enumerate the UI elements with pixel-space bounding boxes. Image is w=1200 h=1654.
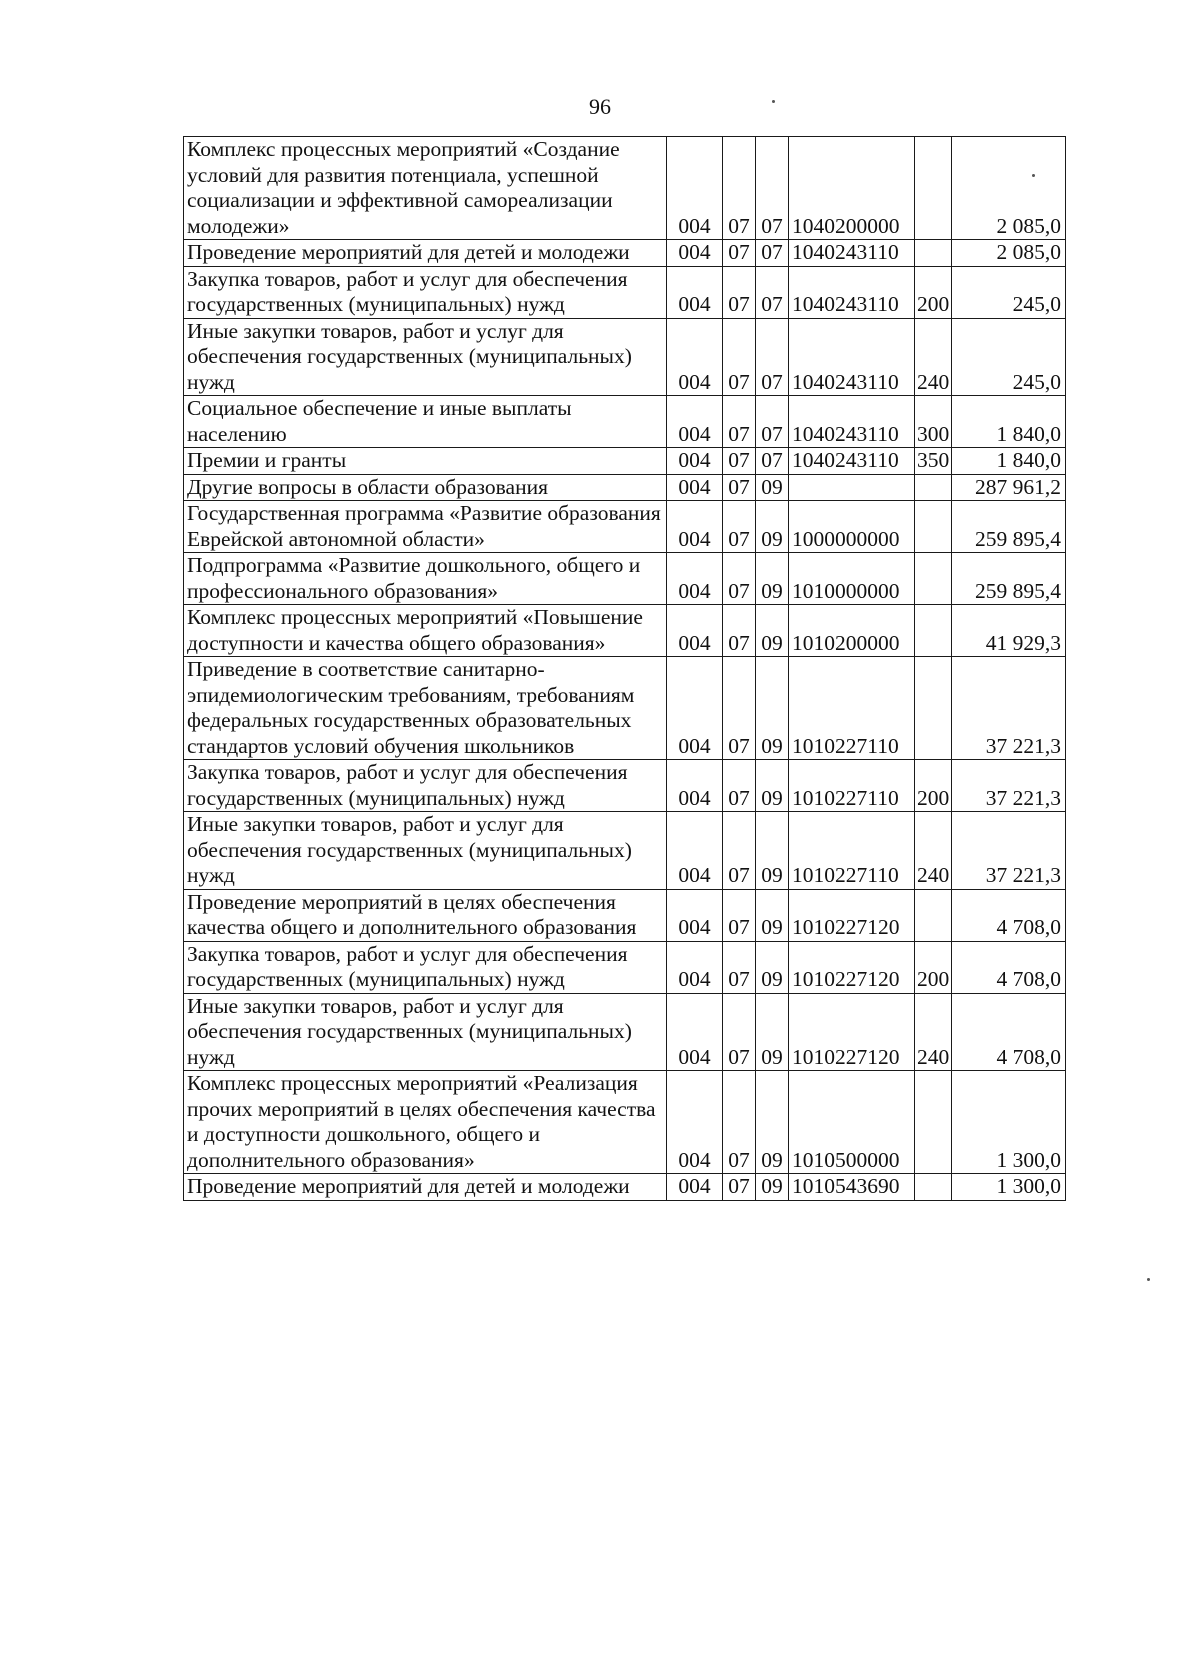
row-name: Проведение мероприятий в целях обеспечения качества общего и дополнительного образования (184, 889, 667, 941)
row-target-code: 1010227120 (789, 993, 915, 1071)
scan-speck (1147, 1278, 1150, 1281)
row-amount: 4 708,0 (952, 993, 1066, 1071)
scan-speck (772, 100, 775, 103)
row-target-code: 1000000000 (789, 501, 915, 553)
table-row (184, 137, 1066, 240)
row-name: Другие вопросы в области образования (184, 474, 667, 501)
row-name: Комплекс процессных мероприятий «Создание условий для развития потенциала, успешной социализации и эффективной самореализации молодежи» (184, 137, 667, 240)
row-target-code: 1010227110 (789, 760, 915, 812)
row-target-code: 1010000000 (789, 553, 915, 605)
table-row (184, 657, 1066, 760)
row-expense-type-code: 240 (915, 318, 952, 396)
row-subsection-code: 09 (756, 889, 789, 941)
table-row (184, 760, 1066, 812)
row-ministry-code: 004 (667, 240, 723, 267)
row-amount: 2 085,0 (952, 240, 1066, 267)
row-ministry-code: 004 (667, 266, 723, 318)
row-ministry-code: 004 (667, 889, 723, 941)
row-section-code: 07 (723, 474, 756, 501)
row-subsection-code: 07 (756, 318, 789, 396)
row-name: Государственная программа «Развитие образования Еврейской автономной области» (184, 501, 667, 553)
row-expense-type-code (915, 889, 952, 941)
row-ministry-code: 004 (667, 941, 723, 993)
row-amount: 4 708,0 (952, 941, 1066, 993)
row-amount: 1 300,0 (952, 1071, 1066, 1174)
row-section-code: 07 (723, 760, 756, 812)
row-subsection-code: 09 (756, 993, 789, 1071)
row-subsection-code: 09 (756, 1071, 789, 1174)
row-name: Иные закупки товаров, работ и услуг для обеспечения государственных (муниципальных) нужд (184, 812, 667, 890)
row-amount: 2 085,0 (952, 137, 1066, 240)
row-expense-type-code: 300 (915, 396, 952, 448)
row-ministry-code: 004 (667, 993, 723, 1071)
row-amount: 259 895,4 (952, 553, 1066, 605)
row-ministry-code: 004 (667, 760, 723, 812)
row-ministry-code: 004 (667, 1174, 723, 1201)
row-amount: 1 840,0 (952, 448, 1066, 475)
row-section-code: 07 (723, 993, 756, 1071)
table-row (184, 396, 1066, 448)
row-subsection-code: 07 (756, 448, 789, 475)
page-number: 96 (589, 94, 611, 119)
row-section-code: 07 (723, 266, 756, 318)
row-expense-type-code: 350 (915, 448, 952, 475)
row-section-code: 07 (723, 137, 756, 240)
row-amount: 4 708,0 (952, 889, 1066, 941)
row-expense-type-code: 240 (915, 812, 952, 890)
row-subsection-code: 09 (756, 1174, 789, 1201)
row-name: Приведение в соответствие санитарно-эпидемиологическим требованиям, требованиям федеральных государственных образовательных стандартов условий обучения школьников (184, 657, 667, 760)
row-subsection-code: 09 (756, 812, 789, 890)
row-section-code: 07 (723, 657, 756, 760)
row-subsection-code: 09 (756, 501, 789, 553)
table-row (184, 553, 1066, 605)
row-ministry-code: 004 (667, 1071, 723, 1174)
row-name: Иные закупки товаров, работ и услуг для обеспечения государственных (муниципальных) нужд (184, 993, 667, 1071)
row-section-code: 07 (723, 501, 756, 553)
budget-table (183, 136, 1066, 1201)
row-target-code: 1010227110 (789, 657, 915, 760)
row-ministry-code: 004 (667, 137, 723, 240)
row-ministry-code: 004 (667, 318, 723, 396)
table-row (184, 889, 1066, 941)
table-row (184, 1174, 1066, 1201)
table-row (184, 318, 1066, 396)
table-row (184, 240, 1066, 267)
table-row (184, 1071, 1066, 1174)
table-row (184, 812, 1066, 890)
row-name: Закупка товаров, работ и услуг для обеспечения государственных (муниципальных) нужд (184, 760, 667, 812)
row-section-code: 07 (723, 812, 756, 890)
row-subsection-code: 07 (756, 396, 789, 448)
row-expense-type-code (915, 137, 952, 240)
row-amount: 41 929,3 (952, 605, 1066, 657)
row-target-code: 1040200000 (789, 137, 915, 240)
row-section-code: 07 (723, 605, 756, 657)
row-target-code: 1040243110 (789, 240, 915, 267)
row-amount: 37 221,3 (952, 760, 1066, 812)
row-expense-type-code: 200 (915, 941, 952, 993)
row-amount: 287 961,2 (952, 474, 1066, 501)
row-ministry-code: 004 (667, 812, 723, 890)
row-name: Социальное обеспечение и иные выплаты населению (184, 396, 667, 448)
row-section-code: 07 (723, 553, 756, 605)
row-amount: 37 221,3 (952, 657, 1066, 760)
row-subsection-code: 07 (756, 137, 789, 240)
row-target-code: 1010543690 (789, 1174, 915, 1201)
row-name: Премии и гранты (184, 448, 667, 475)
row-name: Подпрограмма «Развитие дошкольного, общего и профессионального образования» (184, 553, 667, 605)
budget-table-body (184, 137, 1066, 1201)
row-ministry-code: 004 (667, 396, 723, 448)
row-section-code: 07 (723, 1174, 756, 1201)
row-ministry-code: 004 (667, 501, 723, 553)
row-target-code: 1010500000 (789, 1071, 915, 1174)
row-amount: 1 300,0 (952, 1174, 1066, 1201)
row-section-code: 07 (723, 448, 756, 475)
row-expense-type-code (915, 1174, 952, 1201)
row-section-code: 07 (723, 240, 756, 267)
row-subsection-code: 09 (756, 657, 789, 760)
row-target-code: 1040243110 (789, 448, 915, 475)
table-row (184, 266, 1066, 318)
row-target-code: 1040243110 (789, 318, 915, 396)
row-expense-type-code: 200 (915, 760, 952, 812)
row-name: Комплекс процессных мероприятий «Реализация прочих мероприятий в целях обеспечения качества и доступности дошкольного, общего и дополнительного образования» (184, 1071, 667, 1174)
row-section-code: 07 (723, 396, 756, 448)
row-expense-type-code (915, 553, 952, 605)
row-target-code: 1010227110 (789, 812, 915, 890)
row-expense-type-code (915, 605, 952, 657)
row-subsection-code: 09 (756, 553, 789, 605)
table-row (184, 501, 1066, 553)
row-subsection-code: 09 (756, 941, 789, 993)
row-subsection-code: 07 (756, 266, 789, 318)
row-expense-type-code: 240 (915, 993, 952, 1071)
table-row (184, 448, 1066, 475)
row-expense-type-code (915, 240, 952, 267)
row-section-code: 07 (723, 889, 756, 941)
row-ministry-code: 004 (667, 553, 723, 605)
scan-speck (1032, 174, 1035, 177)
row-target-code: 1010200000 (789, 605, 915, 657)
row-section-code: 07 (723, 1071, 756, 1174)
row-ministry-code: 004 (667, 605, 723, 657)
row-target-code: 1010227120 (789, 941, 915, 993)
row-subsection-code: 07 (756, 240, 789, 267)
row-section-code: 07 (723, 318, 756, 396)
row-amount: 245,0 (952, 266, 1066, 318)
table-row (184, 993, 1066, 1071)
row-subsection-code: 09 (756, 474, 789, 501)
row-section-code: 07 (723, 941, 756, 993)
row-expense-type-code (915, 501, 952, 553)
row-amount: 245,0 (952, 318, 1066, 396)
row-name: Закупка товаров, работ и услуг для обеспечения государственных (муниципальных) нужд (184, 941, 667, 993)
table-row (184, 941, 1066, 993)
row-ministry-code: 004 (667, 448, 723, 475)
row-expense-type-code: 200 (915, 266, 952, 318)
row-name: Проведение мероприятий для детей и молодежи (184, 1174, 667, 1201)
row-expense-type-code (915, 657, 952, 760)
row-target-code (789, 474, 915, 501)
row-expense-type-code (915, 1071, 952, 1174)
row-amount: 1 840,0 (952, 396, 1066, 448)
row-expense-type-code (915, 474, 952, 501)
row-name: Проведение мероприятий для детей и молодежи (184, 240, 667, 267)
row-target-code: 1040243110 (789, 266, 915, 318)
row-target-code: 1040243110 (789, 396, 915, 448)
row-ministry-code: 004 (667, 474, 723, 501)
row-name: Комплекс процессных мероприятий «Повышение доступности и качества общего образования» (184, 605, 667, 657)
row-name: Закупка товаров, работ и услуг для обеспечения государственных (муниципальных) нужд (184, 266, 667, 318)
row-target-code: 1010227120 (789, 889, 915, 941)
row-name: Иные закупки товаров, работ и услуг для обеспечения государственных (муниципальных) нужд (184, 318, 667, 396)
row-subsection-code: 09 (756, 760, 789, 812)
row-ministry-code: 004 (667, 657, 723, 760)
row-amount: 259 895,4 (952, 501, 1066, 553)
table-row (184, 605, 1066, 657)
row-subsection-code: 09 (756, 605, 789, 657)
table-row (184, 474, 1066, 501)
row-amount: 37 221,3 (952, 812, 1066, 890)
